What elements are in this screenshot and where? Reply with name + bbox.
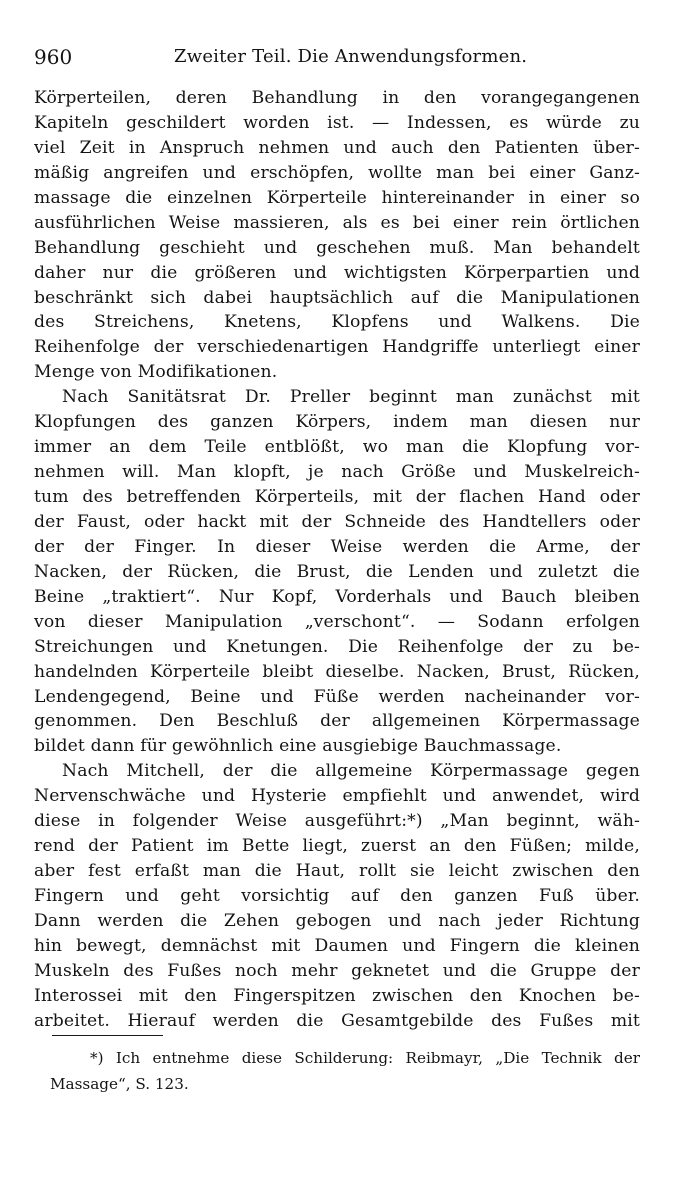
text-line: des Streichens, Knetens, Klopfens und Walkens. Die: [34, 312, 640, 333]
text-line: ausführlichen Weise massieren, als es bei einer rein örtlichen: [34, 212, 640, 233]
text-line: daher nur die größeren und wichtigsten Körperpartien und: [34, 262, 640, 283]
text-line: beschränkt sich dabei hauptsächlich auf die Manipulationen: [34, 287, 640, 308]
text-line: bildet dann für gewöhnlich eine ausgiebige Bauchmassage.: [34, 736, 562, 757]
footnote-line: Massage“, S. 123.: [50, 1075, 189, 1093]
page-number: 960: [34, 45, 73, 69]
text-line: der der Finger. In dieser Weise werden die Arme, der: [34, 536, 640, 557]
text-line: viel Zeit in Anspruch nehmen und auch den Patienten über-: [34, 137, 640, 158]
text-line: diese in folgender Weise ausgeführt:*) „Man beginnt, wäh-: [34, 811, 640, 832]
text-line: arbeitet. Hierauf werden die Gesamtgebilde des Fußes mit: [34, 1010, 640, 1031]
text-line: aber fest erfaßt man die Haut, rollt sie leicht zwischen den: [34, 861, 640, 882]
footnote-divider: [52, 1035, 163, 1036]
text-line: Nacken, der Rücken, die Brust, die Lenden und zuletzt die: [34, 561, 640, 582]
text-line: Körperteilen, deren Behandlung in den vorangegangenen: [34, 88, 640, 108]
text-line: Interossei mit den Fingerspitzen zwischen den Knochen be-: [34, 985, 640, 1006]
text-line: immer an dem Teile entblößt, wo man die Klopfung vor-: [34, 437, 640, 458]
text-line: Menge von Modifikationen.: [34, 362, 278, 383]
text-line: Nach Sanitätsrat Dr. Preller beginnt man zunächst mit: [62, 387, 640, 408]
text-line: Kapiteln geschildert worden ist. — Indessen, es würde zu: [34, 112, 640, 133]
text-line: Fingern und geht vorsichtig auf den ganzen Fuß über.: [34, 886, 640, 906]
text-line: Nach Mitchell, der die allgemeine Körpermassage gegen: [62, 761, 640, 782]
footnote: [50, 1045, 640, 1097]
text-line: Muskeln des Fußes noch mehr geknetet und die Gruppe der: [34, 960, 640, 981]
text-line: mäßig angreifen und erschöpfen, wollte man bei einer Ganz-: [34, 162, 640, 183]
text-line: Dann werden die Zehen gebogen und nach jeder Richtung: [34, 910, 640, 931]
text-line: massage die einzelnen Körperteile hintereinander in einer so: [34, 187, 640, 208]
text-line: genommen. Den Beschluß der allgemeinen Körpermassage: [34, 711, 640, 732]
text-line: nehmen will. Man klopft, je nach Größe und Muskelreich-: [34, 462, 640, 483]
text-line: von dieser Manipulation „verschont“. — Sodann erfolgen: [34, 611, 640, 632]
running-head: Zweiter Teil. Die Anwendungsformen.: [174, 46, 528, 67]
page-header: [34, 40, 640, 74]
text-line: handelnden Körperteile bleibt dieselbe. Nacken, Brust, Rücken,: [34, 661, 640, 682]
text-line: Behandlung geschieht und geschehen muß. Man behandelt: [34, 237, 640, 258]
text-line: tum des betreffenden Körperteils, mit der flachen Hand oder: [34, 487, 640, 507]
text-line: rend der Patient im Bette liegt, zuerst an den Füßen; milde,: [34, 836, 640, 857]
text-line: der Faust, oder hackt mit der Schneide des Handtellers oder: [34, 511, 640, 532]
text-line: Klopfungen des ganzen Körpers, indem man diesen nur: [34, 412, 640, 433]
text-line: Reihenfolge der verschiedenartigen Handgriffe unterliegt einer: [34, 337, 640, 358]
body-text: [34, 86, 640, 1034]
text-line: hin bewegt, demnächst mit Daumen und Fingern die kleinen: [34, 935, 640, 956]
footnote-line: *) Ich entnehme diese Schilderung: Reibmayr, „Die Technik der: [90, 1049, 640, 1067]
text-line: Lendengegend, Beine und Füße werden nacheinander vor-: [34, 686, 640, 707]
text-line: Nervenschwäche und Hysterie empfiehlt und anwendet, wird: [34, 786, 640, 807]
text-line: Streichungen und Knetungen. Die Reihenfolge der zu be-: [34, 636, 640, 657]
text-line: Beine „traktiert“. Nur Kopf, Vorderhals und Bauch bleiben: [34, 586, 640, 607]
